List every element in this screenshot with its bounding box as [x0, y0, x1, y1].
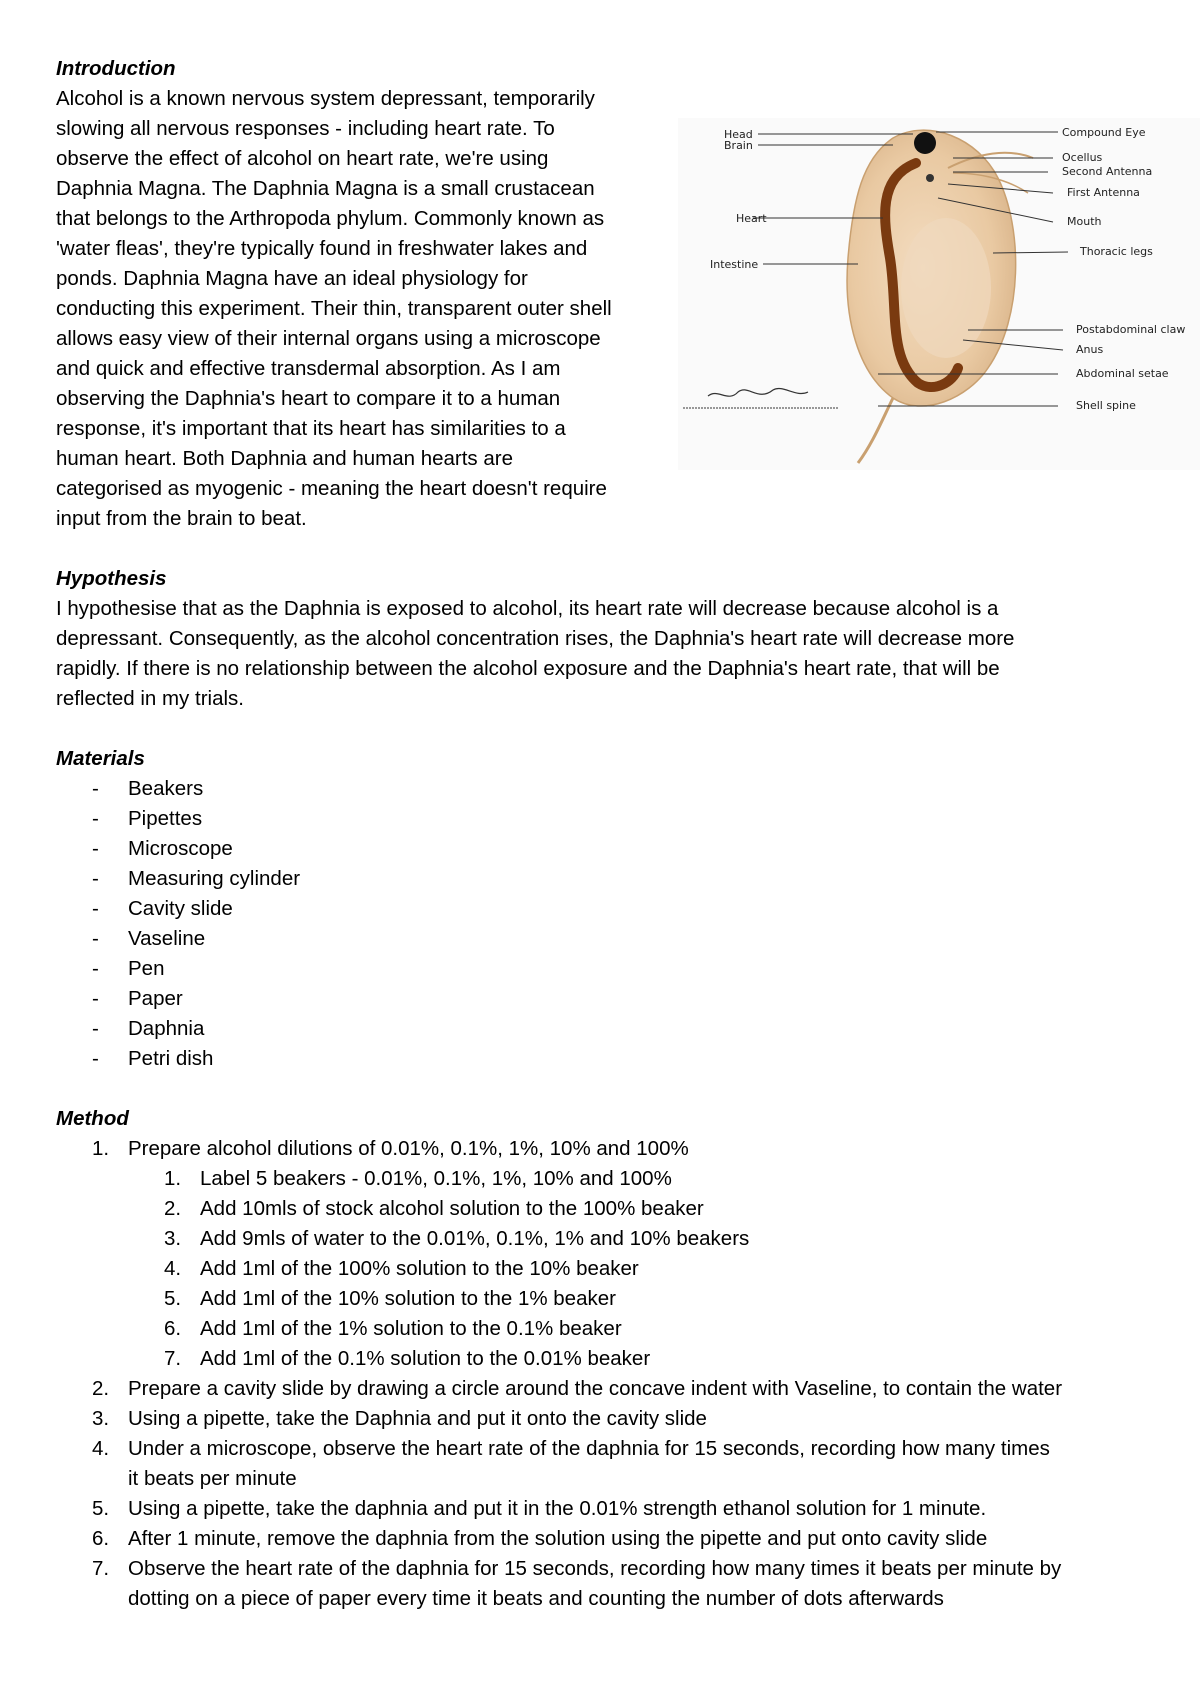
method-heading: Method	[56, 1107, 129, 1130]
method-substep: 2. Add 10mls of stock alcohol solution to the 100% beaker	[164, 1197, 704, 1220]
hypothesis-section	[56, 564, 1156, 714]
method-step: 4. Under a microscope, observe the heart rate of the daphnia for 15 seconds, recording how many times it beats per minute	[92, 1437, 1050, 1490]
label-intestine: Intestine	[710, 258, 759, 271]
intro-paragraph	[56, 84, 656, 534]
intro-line: categorised as myogenic - meaning the heart doesn't require	[56, 477, 607, 500]
materials-item: - Measuring cylinder	[56, 864, 1156, 894]
intro-line: Alcohol is a known nervous system depressant, temporarily	[56, 87, 595, 110]
intro-line: response, it's important that its heart has similarities to a	[56, 417, 566, 440]
intro-line: Daphnia Magna. The Daphnia Magna is a small crustacean	[56, 177, 595, 200]
hypothesis-line: reflected in my trials.	[56, 687, 244, 710]
intro-line: observe the effect of alcohol on heart rate, we're using	[56, 147, 549, 170]
materials-item: - Daphnia	[56, 1014, 1156, 1044]
intro-line: allows easy view of their internal organs using a microscope	[56, 327, 601, 350]
label-anus: Anus	[1076, 343, 1104, 356]
label-heart: Heart	[736, 212, 767, 225]
intro-line: observing the Daphnia's heart to compare it to a human	[56, 387, 561, 410]
intro-line: human heart. Both Daphnia and human hearts are	[56, 447, 513, 470]
label-ocellus: Ocellus	[1062, 151, 1103, 164]
label-compound-eye: Compound Eye	[1062, 126, 1146, 139]
materials-item: - Pipettes	[56, 804, 1156, 834]
materials-item: - Microscope	[56, 834, 1156, 864]
method-substep: 7. Add 1ml of the 0.1% solution to the 0.01% beaker	[164, 1347, 651, 1370]
method-substep: 3. Add 9mls of water to the 0.01%, 0.1%, 1% and 10% beakers	[164, 1227, 750, 1250]
materials-item: - Beakers	[56, 774, 1156, 804]
materials-item: - Pen	[56, 954, 1156, 984]
intro-line: input from the brain to beat.	[56, 507, 307, 530]
method-substep: 1. Label 5 beakers - 0.01%, 0.1%, 1%, 10% and 100%	[164, 1167, 672, 1190]
method-step-text: Prepare alcohol dilutions of 0.01%, 0.1%, 1%, 10% and 100%	[128, 1137, 689, 1160]
materials-list	[56, 774, 1156, 1074]
method-step: 1. Prepare alcohol dilutions of 0.01%, 0.1%, 1%, 10% and 100% 1. Label 5 beakers - 0.01%, 0.1%, 1%, 10% and 100% 2. Add 10mls of stock alcohol solution to the 100% beaker 3. Add 9mls of water to the 0.01%, 0.1%, 1% and 10% beakers 4. Add 1ml of the 100% solution to the 10% beaker 5. Add 1ml of the 10% solution to the 1% beaker 6. Add 1ml of the 1% solution to the 0.1% beaker 7. Add 1ml of the 0.1% solution to the 0.01% beaker	[56, 1134, 1156, 1374]
hypothesis-heading: Hypothesis	[56, 567, 167, 590]
label-mouth: Mouth	[1067, 215, 1102, 228]
intro-line: slowing all nervous responses - including heart rate. To	[56, 117, 555, 140]
shell-spine-shape	[858, 398, 893, 463]
label-shell-spine: Shell spine	[1076, 399, 1136, 412]
label-second-antenna: Second Antenna	[1062, 165, 1153, 178]
materials-item: - Vaseline	[56, 924, 1156, 954]
materials-item: - Cavity slide	[56, 894, 1156, 924]
method-step: 6. After 1 minute, remove the daphnia from the solution using the pipette and put onto cavity slide	[92, 1527, 988, 1550]
hypothesis-line: I hypothesise that as the Daphnia is exposed to alcohol, its heart rate will decrease because alcohol is a	[56, 597, 999, 620]
materials-item: - Petri dish	[56, 1044, 1156, 1074]
label-first-antenna: First Antenna	[1067, 186, 1140, 199]
intro-heading: Introduction	[56, 57, 176, 80]
materials-section	[56, 744, 1156, 1074]
method-step: 7. Observe the heart rate of the daphnia for 15 seconds, recording how many times it beats per minute by dotting on a piece of paper every time it beats and counting the number of dots afterwards	[92, 1557, 1062, 1610]
daphnia-diagram	[678, 118, 1200, 470]
method-substep: 6. Add 1ml of the 1% solution to the 0.1% beaker	[164, 1317, 622, 1340]
materials-item: - Paper	[56, 984, 1156, 1014]
method-step: 3. Using a pipette, take the Daphnia and put it onto the cavity slide	[92, 1407, 707, 1430]
daphnia-illustration	[678, 118, 1200, 470]
method-substep: 4. Add 1ml of the 100% solution to the 10% beaker	[164, 1257, 639, 1280]
method-step: 2. Prepare a cavity slide by drawing a circle around the concave indent with Vaseline, to contain the water	[92, 1377, 1063, 1400]
label-brain: Brain	[724, 139, 753, 152]
method-substep: 5. Add 1ml of the 10% solution to the 1% beaker	[164, 1287, 616, 1310]
method-section	[56, 1104, 1156, 1614]
label-thoracic-legs: Thoracic legs	[1080, 245, 1153, 258]
ocellus-shape	[926, 174, 934, 182]
label-abdominal-setae: Abdominal setae	[1076, 367, 1169, 380]
intro-line: that belongs to the Arthropoda phylum. Commonly known as	[56, 207, 605, 230]
method-substeps	[128, 1164, 1156, 1374]
intro-line: conducting this experiment. Their thin, transparent outer shell	[56, 297, 612, 320]
label-postabdominal-claw: Postabdominal claw	[1076, 323, 1186, 336]
label-head: Head	[724, 128, 753, 141]
intro-line: 'water fleas', they're typically found in freshwater lakes and	[56, 237, 588, 260]
intro-line: and quick and effective transdermal absorption. As I am	[56, 357, 561, 380]
materials-heading: Materials	[56, 747, 145, 770]
method-steps	[56, 1134, 1156, 1614]
intro-line: ponds. Daphnia Magna have an ideal physiology for	[56, 267, 528, 290]
compound-eye-shape	[914, 132, 936, 154]
hypothesis-line: depressant. Consequently, as the alcohol concentration rises, the Daphnia's heart rate will decrease more	[56, 627, 1015, 650]
hypothesis-line: rapidly. If there is no relationship between the alcohol exposure and the Daphnia's heart rate, that will be	[56, 657, 1000, 680]
photographer-signature	[708, 388, 808, 396]
inner-organ-shape	[901, 218, 991, 358]
method-step: 5. Using a pipette, take the daphnia and put it in the 0.01% strength ethanol solution for 1 minute.	[92, 1497, 987, 1520]
